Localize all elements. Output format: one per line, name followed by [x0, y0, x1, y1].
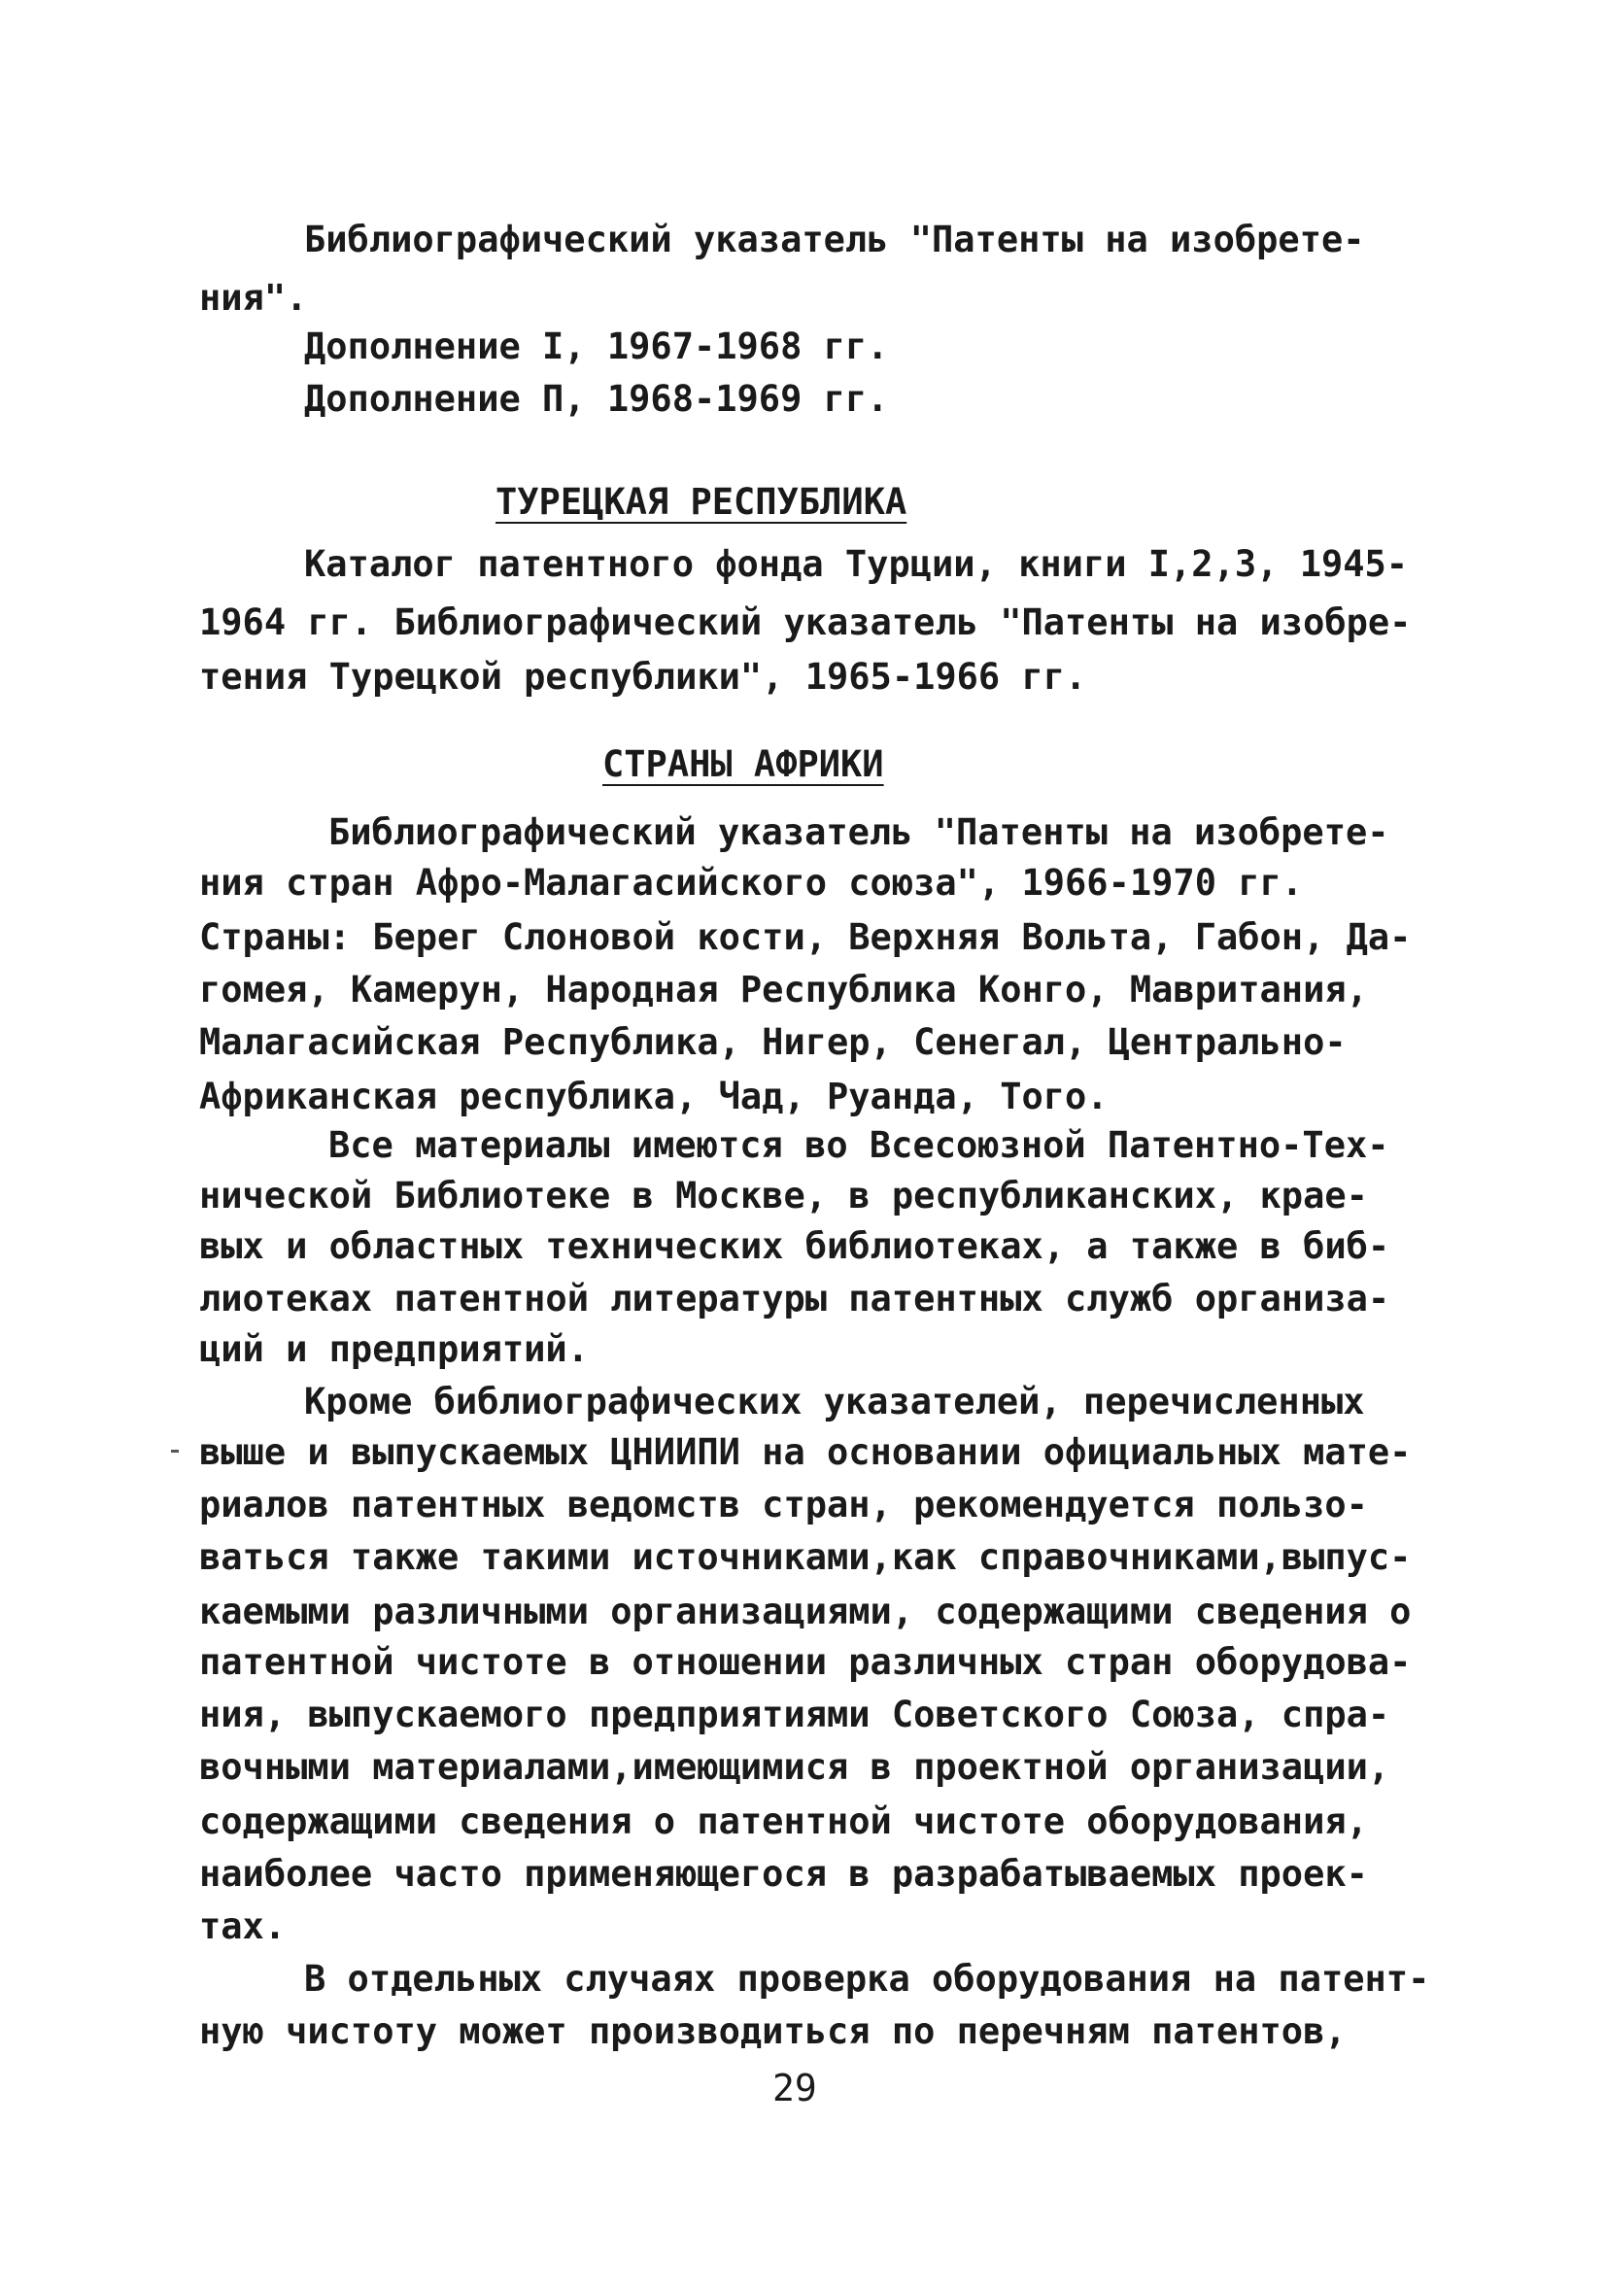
text-line: Страны: Берег Слоновой кости, Верхняя Вольта, Габон, Да-: [199, 916, 1412, 958]
text-line: В отдельных случаях проверка оборудования на патент-: [304, 1958, 1430, 2000]
text-line: патентной чистоте в отношении различных стран оборудова-: [199, 1641, 1412, 1683]
text-line: Все материалы имеются во Всесоюзной Патентно-Тех-: [328, 1124, 1389, 1166]
text-line: Библиографический указатель "Патенты на изобрете-: [304, 219, 1365, 260]
text-line: ния стран Афро-Малагасийского союза", 1966-1970 гг.: [199, 862, 1304, 904]
margin-mark: [171, 1450, 179, 1453]
text-line: лиотеках патентной литературы патентных служб организа-: [199, 1278, 1390, 1319]
text-line: Малагасийская Республика, Нигер, Сенегал, Центрально-: [199, 1021, 1347, 1063]
text-line: ций и предприятий.: [199, 1328, 589, 1370]
text-line: наиболее часто применяющегося в разрабатываемых проек-: [199, 1853, 1368, 1895]
text-line: нической Библиотеке в Москве, в республиканских, крае-: [199, 1175, 1368, 1217]
text-line: ваться также такими источниками,как справочниками,выпус-: [199, 1536, 1412, 1578]
text-line: риалов патентных ведомств стран, рекомендуется пользо-: [199, 1484, 1368, 1525]
section-heading-turkey: ТУРЕЦКАЯ РЕСПУБЛИКА: [495, 481, 907, 523]
text-line: ния".: [199, 277, 308, 319]
text-line: Дополнение I, 1967-1968 гг.: [304, 326, 889, 367]
text-line: тах.: [199, 1905, 287, 1947]
page-number: 29: [772, 2067, 817, 2109]
text-line: содержащими сведения о патентной чистоте оборудования,: [199, 1800, 1368, 1842]
text-line: ния, выпускаемого предприятиями Советского Союза, спра-: [199, 1694, 1390, 1735]
text-line: Каталог патентного фонда Турции, книги I,2,3, 1945-: [304, 543, 1409, 585]
text-line: Библиографический указатель "Патенты на изобрете-: [328, 811, 1389, 853]
text-line: тения Турецкой республики", 1965-1966 гг.: [199, 656, 1087, 698]
text-line: вочными материалами,имеющимися в проектной организации,: [199, 1746, 1390, 1788]
section-heading-africa: СТРАНЫ АФРИКИ: [602, 743, 884, 785]
text-line: выше и выпускаемых ЦНИИПИ на основании официальных мате-: [199, 1431, 1412, 1473]
text-line: Кроме библиографических указателей, перечисленных: [304, 1381, 1365, 1422]
text-line: гомея, Камерун, Народная Республика Конго, Мавритания,: [199, 969, 1368, 1011]
text-line: каемыми различными организациями, содержащими сведения о: [199, 1591, 1412, 1632]
text-line: Африканская республика, Чад, Руанда, Того.: [199, 1076, 1109, 1117]
text-line: 1964 гг. Библиографический указатель "Патенты на изобре-: [199, 601, 1412, 643]
text-line: ную чистоту может производиться по перечням патентов,: [199, 2010, 1347, 2052]
text-line: вых и областных технических библиотеках, а также в биб-: [199, 1225, 1390, 1267]
text-line: Дополнение П, 1968-1969 гг.: [304, 378, 889, 420]
